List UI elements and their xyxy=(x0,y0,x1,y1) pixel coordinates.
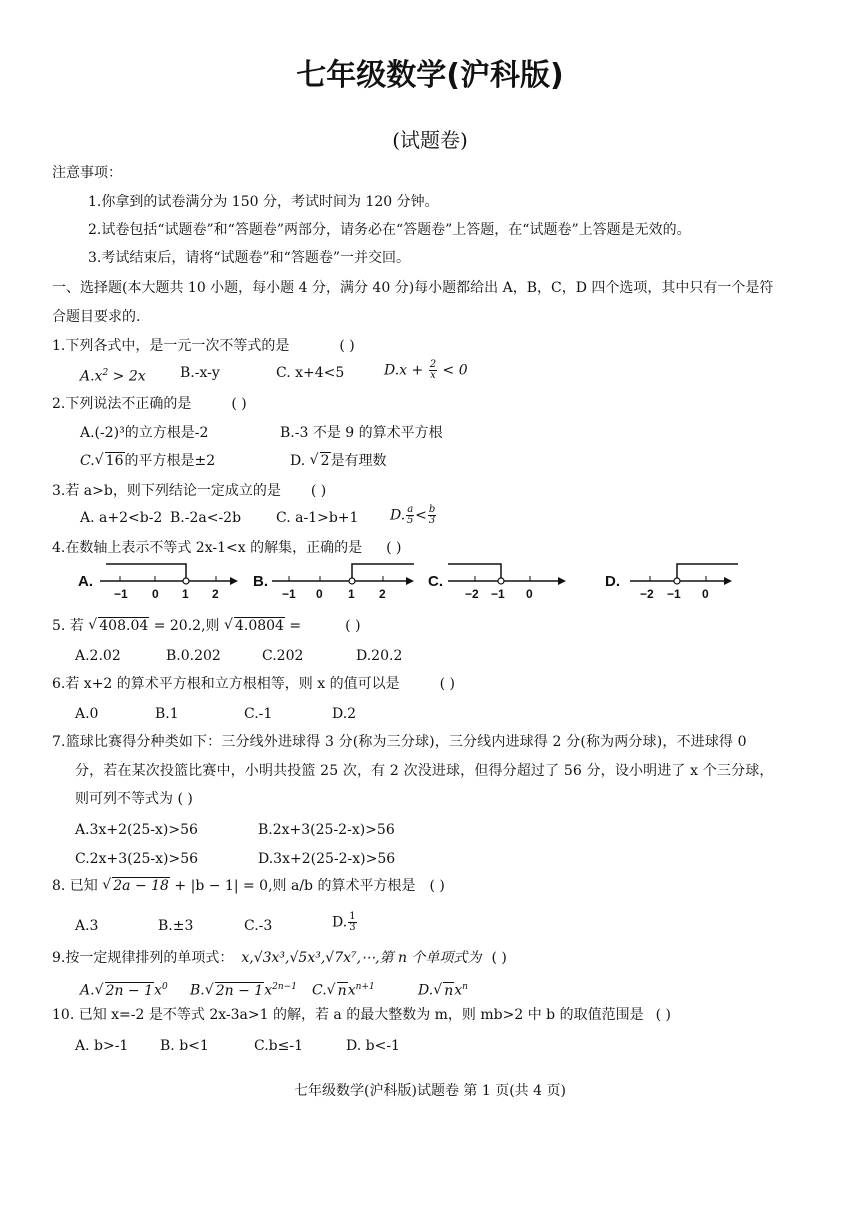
q1-option-c: C. x+4<5 xyxy=(276,365,345,381)
q4-tick-label: 0 xyxy=(152,587,159,601)
question-1-stem: 1.下列各式中，是一元一次不等式的是 ( ) xyxy=(52,338,355,354)
q4-tick-label: −1 xyxy=(282,587,296,601)
q8-option-c: C.-3 xyxy=(244,918,273,934)
notice-item: 3.考试结束后，请将“试题卷”和“答题卷”一并交回。 xyxy=(88,250,410,266)
q10-option-b: B. b<1 xyxy=(160,1038,209,1054)
q4-tick-label: −1 xyxy=(491,587,505,601)
page-footer: 七年级数学(沪科版)试题卷 第 1 页(共 4 页) xyxy=(294,1083,566,1099)
q3-option-d: D. $\frac{a}{5}$ < $\frac{b}{3}$ xyxy=(390,504,436,526)
q6-option-a: A.0 xyxy=(75,706,99,722)
answer-paren: ( ) xyxy=(345,618,361,634)
q4-tick-label: 0 xyxy=(316,587,323,601)
q4-option-a-label: A. xyxy=(78,573,93,590)
question-8-stem: 8. 已知 √ 2a − 18 + |b − 1| = 0,则 a/b 的算术平方根是 ( ) xyxy=(52,877,445,895)
answer-paren: ( ) xyxy=(655,1007,671,1023)
question-3-stem: 3.若 a>b，则下列结论一定成立的是 ( ) xyxy=(52,483,327,499)
answer-paren: ( ) xyxy=(339,338,355,354)
q4-tick-label: 0 xyxy=(702,587,709,601)
question-4-stem: 4.在数轴上表示不等式 2x-1<x 的解集，正确的是 ( ) xyxy=(52,540,402,556)
q10-option-d: D. b<-1 xyxy=(346,1038,400,1054)
q1-option-a: $A.x^2 > 2x$ xyxy=(80,368,146,385)
q2-option-d: D. √ 2是有理数 xyxy=(290,452,387,470)
q7-option-c: C.2x+3(25-x)>56 xyxy=(75,851,199,867)
q5-option-d: D.20.2 xyxy=(356,648,403,664)
answer-paren: ( ) xyxy=(429,878,445,894)
q3-option-c: C. a-1>b+1 xyxy=(276,510,359,526)
q7-option-b: B.2x+3(25-2-x)>56 xyxy=(258,822,395,838)
q3-option-b: B.-2a<-2b xyxy=(170,510,242,526)
q6-option-d: D.2 xyxy=(332,706,357,722)
q1-option-b: B.-x-y xyxy=(180,365,220,381)
answer-paren: ( ) xyxy=(386,540,402,556)
q4-tick-label: −1 xyxy=(667,587,681,601)
q4-tick-label: 1 xyxy=(348,587,355,601)
q4-tick-label: 2 xyxy=(379,587,386,601)
section-heading-cont: 合题目要求的. xyxy=(52,309,141,325)
q7-option-a: A.3x+2(25-x)>56 xyxy=(75,822,198,838)
q4-tick-label: 1 xyxy=(182,587,189,601)
q10-option-c: C.b≤-1 xyxy=(254,1038,303,1054)
q4-tick-label: −2 xyxy=(465,587,479,601)
question-2-stem: 2.下列说法不正确的是 ( ) xyxy=(52,396,247,412)
q9-option-a: A.√ $2n - 1x^0$ xyxy=(80,978,168,1000)
answer-paren: ( ) xyxy=(491,950,507,966)
section-heading: 一、选择题(本大题共 10 小题，每小题 4 分，满分 40 分)每小题都给出 A，B，C，D 四个选项，其中只有一个是符 xyxy=(52,280,774,296)
q4-option-c-label: C. xyxy=(428,573,443,590)
notice-item: 1.你拿到的试卷满分为 150 分，考试时间为 120 分钟。 xyxy=(88,194,439,210)
q6-option-b: B.1 xyxy=(155,706,179,722)
notice-heading: 注意事项： xyxy=(52,165,122,181)
q7-option-d: D.3x+2(25-2-x)>56 xyxy=(258,851,396,867)
answer-paren: ( ) xyxy=(439,676,455,692)
question-5-stem: 5. 若 √ 408.04 = 20.2,则 √ 4.0804 = ( ) xyxy=(52,617,361,635)
q8-option-d: D. $\frac{1}{3}$ xyxy=(332,911,356,933)
question-9-stem: 9.按一定规律排列的单项式： x,√3x³,√5x³,√7x⁷,⋯,第 n 个单项式为 ( ) xyxy=(52,950,507,966)
question-7-stem: 7.篮球比赛得分种类如下：三分线外进球得 3 分(称为三分球)，三分线内进球得 2 分(称为两分球)，不进球得 0 xyxy=(52,734,747,750)
q5-option-a: A.2.02 xyxy=(75,648,121,664)
question-7-stem-cont: 分，若在某次投篮比赛中，小明共投篮 25 次，有 2 次没进球，但得分超过了 56 分，设小明进了 x 个三分球， xyxy=(75,763,774,779)
q10-option-a: A. b>-1 xyxy=(75,1038,129,1054)
notice-item: 2.试卷包括“试题卷”和“答题卷”两部分，请务必在“答题卷”上答题，在“试题卷”上答题是无效的。 xyxy=(88,222,691,238)
answer-paren: ( ) xyxy=(231,396,247,412)
q8-option-b: B.±3 xyxy=(158,918,194,934)
q2-option-a: A.(-2)³的立方根是-2 xyxy=(80,425,209,441)
q4-option-d-label: D. xyxy=(605,573,620,590)
q9-option-c: C.√ $nx^{n+1}$ xyxy=(312,978,375,1000)
number-line-options xyxy=(70,560,750,604)
q6-option-c: C.-1 xyxy=(244,706,273,722)
q5-option-c: C.202 xyxy=(262,648,304,664)
q9-option-d: D.√ $nx^n$ xyxy=(418,978,468,1000)
question-7-stem-cont: 则可列不等式为 ( ) xyxy=(75,791,193,807)
q4-tick-label: −2 xyxy=(640,587,654,601)
q2-option-b: B.-3 不是 9 的算术平方根 xyxy=(280,425,443,441)
q8-option-a: A.3 xyxy=(75,918,99,934)
q3-option-a: A. a+2<b-2 xyxy=(80,510,163,526)
question-10-stem: 10. 已知 x=-2 是不等式 2x-3a>1 的解，若 a 的最大整数为 m，则 mb>2 中 b 的取值范围是 ( ) xyxy=(52,1007,671,1023)
page-title: 七年级数学(沪科版) xyxy=(296,58,564,93)
q5-option-b: B.0.202 xyxy=(166,648,221,664)
q9-option-b: B.√ $2n - 1x^{2n-1}$ xyxy=(190,978,297,1000)
q4-tick-label: 0 xyxy=(526,587,533,601)
page-subtitle: (试题卷) xyxy=(392,128,468,152)
q2-option-c: C.√ 16的平方根是±2 xyxy=(80,452,215,470)
q4-option-b-label: B. xyxy=(253,573,268,590)
q1-option-d: D.x + $\frac{2}{x}$ < 0 xyxy=(384,359,468,381)
question-6-stem: 6.若 x+2 的算术平方根和立方根相等，则 x 的值可以是 ( ) xyxy=(52,676,455,692)
answer-paren: ( ) xyxy=(310,483,327,499)
q4-tick-label: −1 xyxy=(114,587,128,601)
q4-tick-label: 2 xyxy=(212,587,219,601)
